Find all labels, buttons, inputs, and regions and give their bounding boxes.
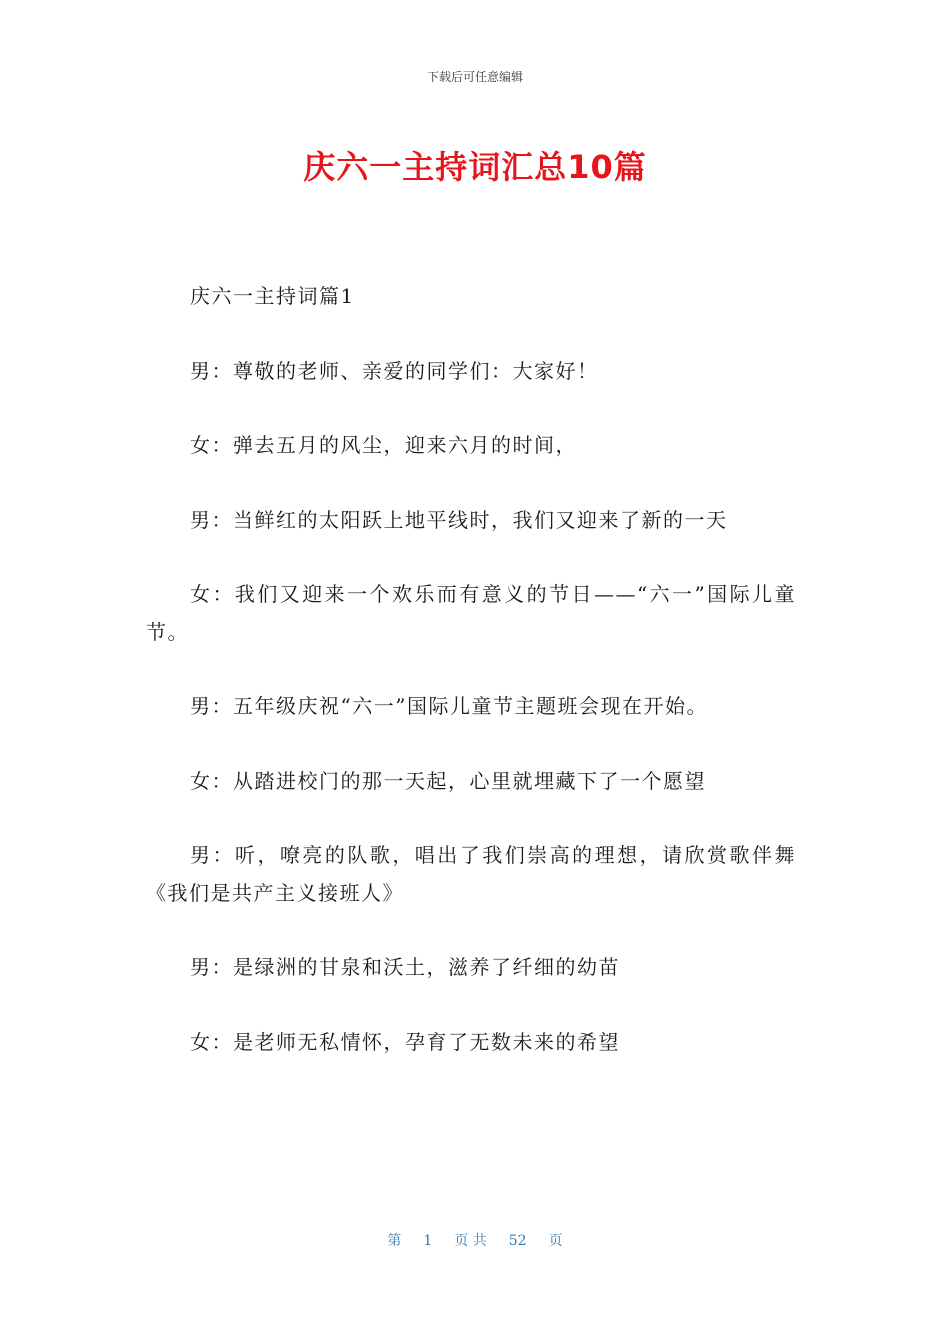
paragraph: 男：听，嘹亮的队歌，唱出了我们崇高的理想，请欣赏歌伴舞《我们是共产主义接班人》 [146,843,796,905]
footer-middle: 页 共 [454,1233,487,1249]
paragraph: 男：尊敬的老师、亲爱的同学们：大家好！ [190,358,599,383]
document-body [146,278,796,1099]
document-title: 庆六一主持词汇总10篇 [303,148,647,186]
header-note: 下载后可任意编辑 [426,70,523,84]
paragraph: 女：从踏进校门的那一天起，心里就埋藏下了一个愿望 [190,768,706,793]
footer-page-number: 1 [423,1233,433,1249]
paragraph: 女：我们又迎来一个欢乐而有意义的节日——“六一”国际儿童节。 [146,582,796,644]
paragraph: 女：是老师无私情怀，孕育了无数未来的希望 [190,1029,620,1054]
paragraph: 男：是绿洲的甘泉和沃土，滋养了纤细的幼苗 [190,955,620,980]
footer-prefix: 第 [387,1233,402,1249]
paragraph: 男：五年级庆祝“六一”国际儿童节主题班会现在开始。 [190,694,708,719]
paragraph: 庆六一主持词篇1 [190,284,355,308]
footer-suffix: 页 [548,1233,563,1249]
paragraph: 男：当鲜红的太阳跃上地平线时，我们又迎来了新的一天 [190,507,728,532]
paragraph: 女：弹去五月的风尘，迎来六月的时间， [190,433,577,458]
footer-total-pages: 52 [508,1233,527,1249]
page-footer [0,1230,950,1250]
